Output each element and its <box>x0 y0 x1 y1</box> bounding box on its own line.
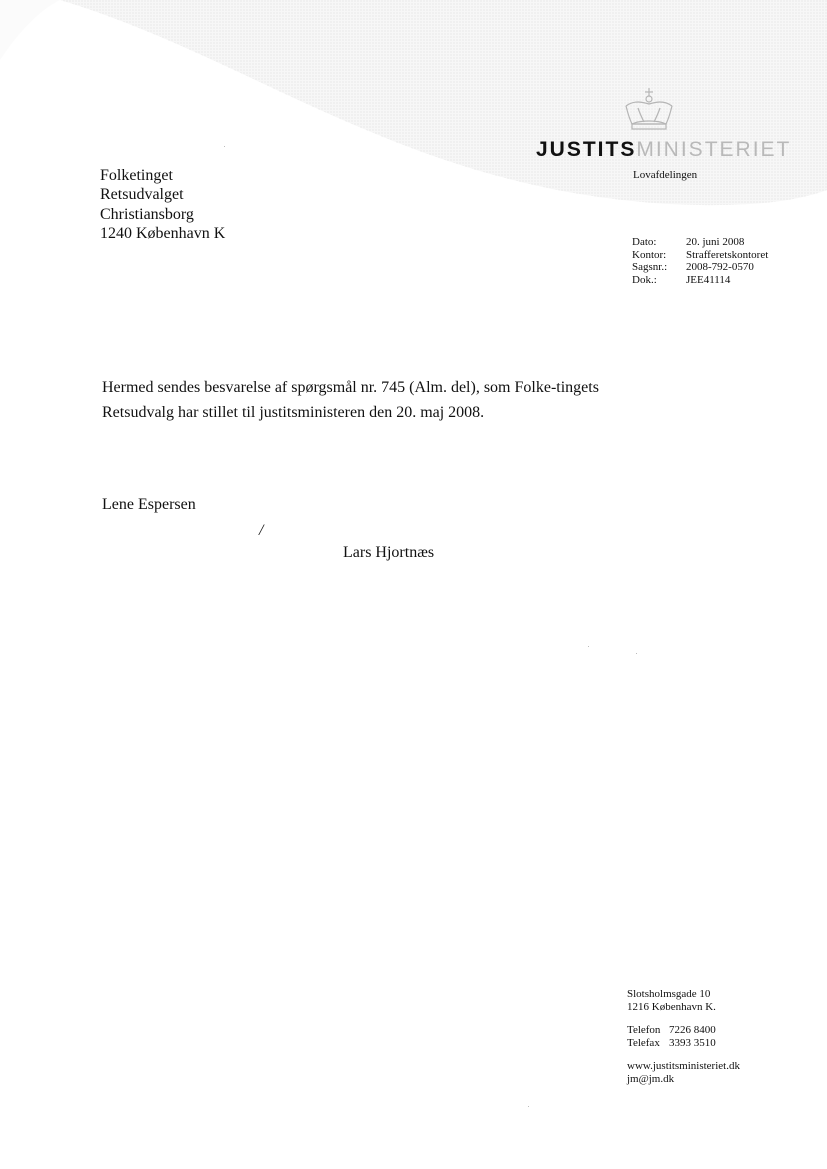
recipient-line: Christiansborg <box>100 205 194 223</box>
meta-row-document <box>632 274 768 287</box>
case-metadata <box>632 236 768 286</box>
recipient-line: Retsudvalget <box>100 186 184 204</box>
footer-website: www.justitsministeriet.dk <box>627 1060 740 1072</box>
meta-value: JEE41114 <box>686 273 731 286</box>
footer-fax-row <box>627 1037 740 1050</box>
signature-minister: Lene Espersen <box>102 496 196 513</box>
meta-key: Dok.: <box>632 273 657 286</box>
scan-speck <box>588 646 589 647</box>
meta-key: Sagsnr.: <box>632 261 668 274</box>
scan-speck <box>636 653 637 654</box>
fax-label: Telefax <box>627 1037 660 1049</box>
meta-value: Strafferetskontoret <box>686 248 769 261</box>
footer-phone-row <box>627 1024 740 1037</box>
footer-email: jm@jm.dk <box>627 1073 675 1085</box>
ministry-logo-wordmark <box>536 138 791 162</box>
meta-key: Kontor: <box>632 248 667 261</box>
meta-row-office <box>632 249 768 262</box>
crown-logo-icon <box>620 86 678 132</box>
scan-speck <box>528 1106 529 1107</box>
meta-value: 20. juni 2008 <box>686 236 745 248</box>
letter-body: Hermed sendes besvarelse af spørgsmål nr. 745 (Alm. del), som Folke-tingets Retsudvalg har stillet til justitsministeren den 20. maj 2008. <box>102 379 599 421</box>
logo-light-text: MINISTERIET <box>636 138 792 161</box>
meta-key: Dato: <box>632 236 657 248</box>
footer-address-line: 1216 København K. <box>627 1001 716 1013</box>
signature-slash: / <box>259 522 264 539</box>
footer-address-line: Slotsholmsgade 10 <box>627 988 711 1000</box>
logo-bold-text: JUSTITS <box>536 138 637 161</box>
meta-value: 2008-792-0570 <box>686 261 754 274</box>
signature-official: Lars Hjortnæs <box>343 544 435 561</box>
fax-number: 3393 3510 <box>669 1037 716 1049</box>
meta-row-date <box>632 236 768 249</box>
phone-label: Telefon <box>627 1024 661 1036</box>
ministry-contact-footer <box>627 988 740 1086</box>
phone-number: 7226 8400 <box>669 1024 716 1036</box>
recipient-address <box>100 166 225 244</box>
meta-row-case-number <box>632 261 768 274</box>
recipient-line: Folketinget <box>100 167 173 184</box>
recipient-line: 1240 København K <box>100 225 226 243</box>
department-name: Lovafdelingen <box>633 169 698 181</box>
scan-speck <box>224 146 225 147</box>
